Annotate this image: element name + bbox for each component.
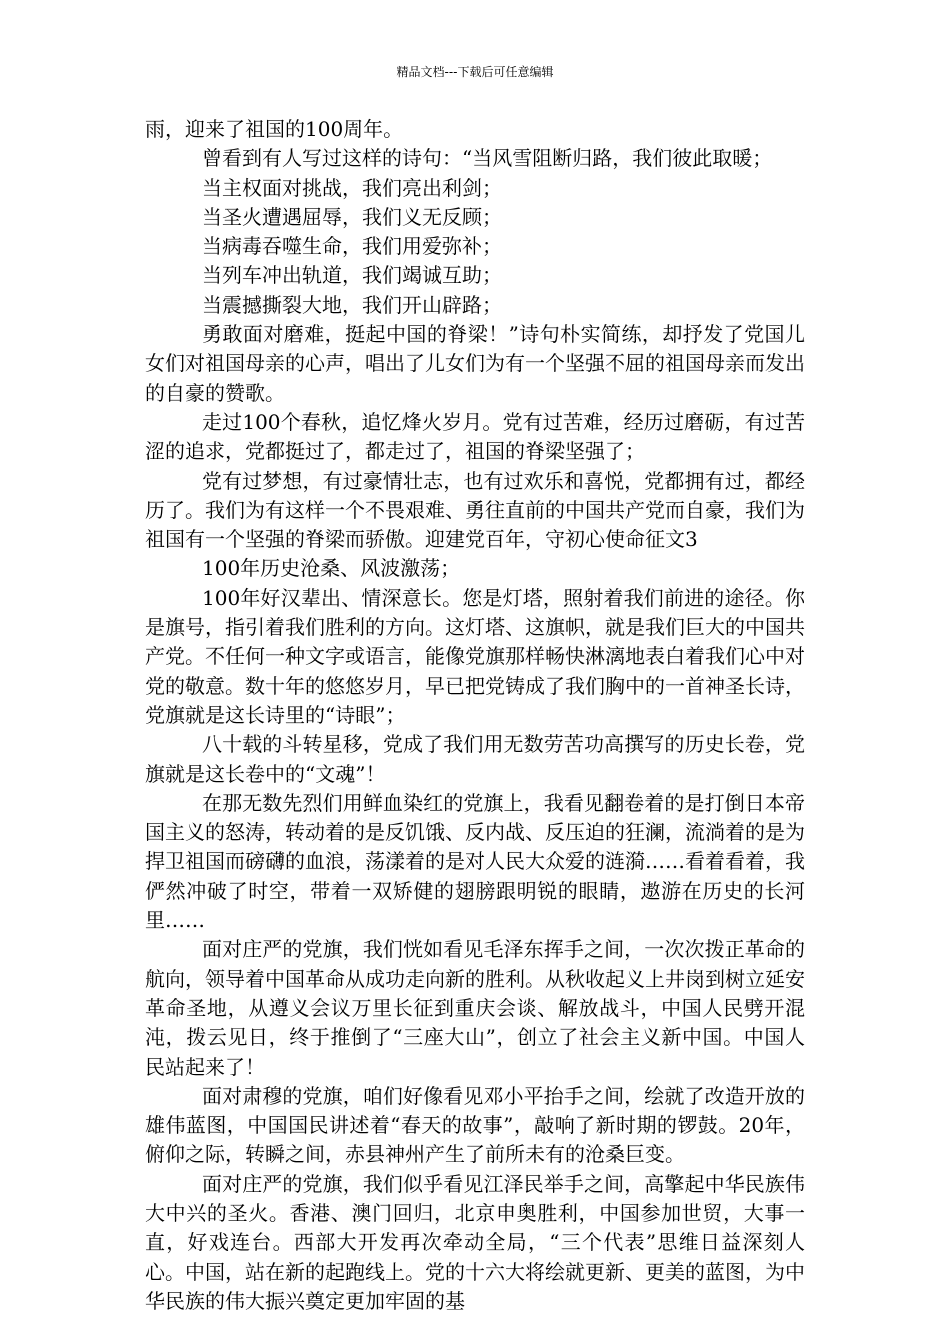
paragraph-8: 八十载的斗转星移，党成了我们用无数劳苦功高撰写的历史长卷，党旗就是这长卷中的“文魂”！: [145, 732, 805, 786]
poem-line-1: 当主权面对挑战，我们亮出利剑；: [202, 175, 502, 200]
paragraph-6: 100年历史沧桑、风波激荡；: [202, 556, 461, 581]
paragraph-3: 勇敢面对磨难，挺起中国的脊梁！”诗句朴实简练，却抒发了党国儿女们对祖国母亲的心声，唱出了儿女们为有一个坚强不屈的祖国母亲而发出的自豪的赞歌。: [145, 322, 805, 405]
paragraph-9: 在那无数先烈们用鲜血染红的党旗上，我看见翻卷着的是打倒日本帝国主义的怒涛，转动着的是反饥饿、反内战、反压迫的狂澜，流淌着的是为捍卫祖国而磅礴的血浪，荡漾着的是对人民大众爱的涟漪……看着看着，我俨然冲破了时空，带着一双矫健的翅膀跟明锐的眼睛，遨游在历史的长河里……: [145, 790, 805, 933]
paragraph-2: 曾看到有人写过这样的诗句：“当风雪阻断归路，我们彼此取暖；: [202, 146, 773, 171]
poem-line-2: 当圣火遭遇屈辱，我们义无反顾；: [202, 204, 502, 229]
page-header: 精品文档---下载后可任意编辑: [396, 65, 554, 79]
paragraph-11: 面对肃穆的党旗，咱们好像看见邓小平抬手之间，绘就了改造开放的雄伟蓝图，中国国民讲述着“春天的故事”，敲响了新时期的锣鼓。20年，俯仰之际，转瞬之间，赤县神州产生了前所未有的沧桑巨变。: [145, 1083, 805, 1167]
poem-line-5: 当震撼撕裂大地，我们开山辟路；: [202, 292, 502, 317]
paragraph-5: 党有过梦想，有过豪情壮志，也有过欢乐和喜悦，党都拥有过，都经历了。我们为有这样一个不畏艰难、勇往直前的中国共产党而自豪，我们为祖国有一个坚强的脊梁而骄傲。迎建党百年，守初心使命征文3: [145, 468, 805, 552]
paragraph-10: 面对庄严的党旗，我们恍如看见毛泽东挥手之间，一次次拨正革命的航向，领导着中国革命从成功走向新的胜利。从秋收起义上井岗到树立延安革命圣地，从遵义会议万里长征到重庆会谈、解放战斗，中国人民劈开混沌，拨云见日，终于推倒了“三座大山”，创立了社会主义新中国。中国人民站起来了！: [145, 937, 805, 1079]
poem-line-4: 当列车冲出轨道，我们竭诚互助；: [202, 263, 502, 288]
paragraph-7: 100年好汉辈出、情深意长。您是灯塔，照射着我们前进的途径。你是旗号，指引着我们胜利的方向。这灯塔、这旗帜，就是我们巨大的中国共产党。不任何一种文字或语言，能像党旗那样畅快淋漓地表白着我们心中对党的敬意。数十年的悠悠岁月，早已把党铸成了我们胸中的一首神圣长诗，党旗就是这长诗里的“诗眼”；: [145, 585, 805, 727]
paragraph-4: 走过100个春秋，追忆烽火岁月。党有过苦难，经历过磨砺，有过苦涩的追求，党都挺过了，都走过了，祖国的脊梁坚强了；: [145, 409, 805, 464]
poem-line-3: 当病毒吞噬生命，我们用爱弥补；: [202, 234, 502, 259]
paragraph-1: 雨，迎来了祖国的100周年。: [145, 117, 404, 141]
paragraph-12: 面对庄严的党旗，我们似乎看见江泽民举手之间，高擎起中华民族伟大中兴的圣火。香港、澳门回归，北京申奥胜利，中国参加世贸，大事一直，好戏连台。西部大开发再次牵动全局，“三个代表”思维日益深刻人心。中国，站在新的起跑线上。党的十六大将绘就更新、更美的蓝图，为中华民族的伟大振兴奠定更加牢固的基: [145, 1171, 805, 1313]
document-body: [145, 115, 805, 1316]
